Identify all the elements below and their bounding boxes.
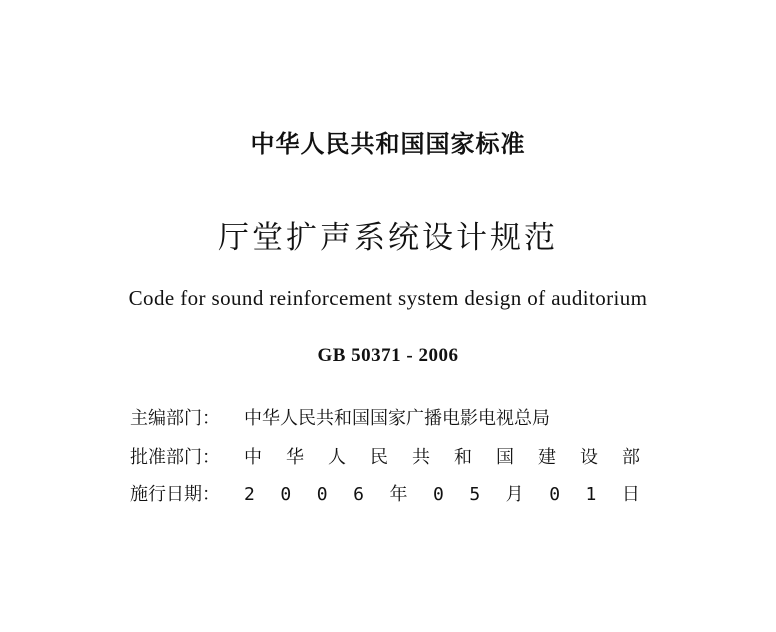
date-char: 年 [389, 484, 408, 505]
date-char: 日 [621, 484, 640, 505]
date-char: 0 [316, 484, 328, 505]
editor-label: 主编部门： [130, 408, 220, 429]
approver-char: 华 [286, 447, 304, 468]
date-char: 0 [432, 484, 444, 505]
effective-date-row [130, 482, 640, 508]
date-char: 月 [505, 484, 524, 505]
approver-char: 共 [412, 447, 430, 468]
document-title-chinese: 厅堂扩声系统设计规范 [218, 220, 558, 256]
effective-date-value [244, 482, 640, 508]
approver-char: 民 [370, 447, 388, 468]
date-char: 0 [549, 484, 561, 505]
date-char: 0 [280, 484, 292, 505]
approver-char: 建 [538, 447, 556, 468]
approver-char: 和 [454, 447, 472, 468]
approver-label: 批准部门： [130, 447, 220, 468]
standard-category: 中华人民共和国国家标准 [250, 130, 526, 158]
date-char: 2 [244, 484, 255, 505]
approver-value [244, 445, 640, 471]
document-title-english: Code for sound reinforcement system design of auditorium [128, 286, 648, 310]
approver-char: 部 [622, 447, 640, 468]
date-char: 5 [469, 484, 481, 505]
editor-row [130, 406, 640, 432]
approver-char: 中 [244, 447, 262, 468]
approver-char: 人 [328, 447, 346, 468]
standard-number: GB 50371 - 2006 [317, 345, 459, 366]
approver-char: 设 [580, 447, 598, 468]
effective-date-label: 施行日期： [130, 484, 220, 505]
approver-row [130, 445, 640, 471]
date-char: 1 [585, 484, 597, 505]
approver-char: 国 [496, 447, 514, 468]
date-char: 6 [353, 484, 364, 505]
editor-value: 中华人民共和国国家广播电影电视总局 [244, 408, 550, 429]
